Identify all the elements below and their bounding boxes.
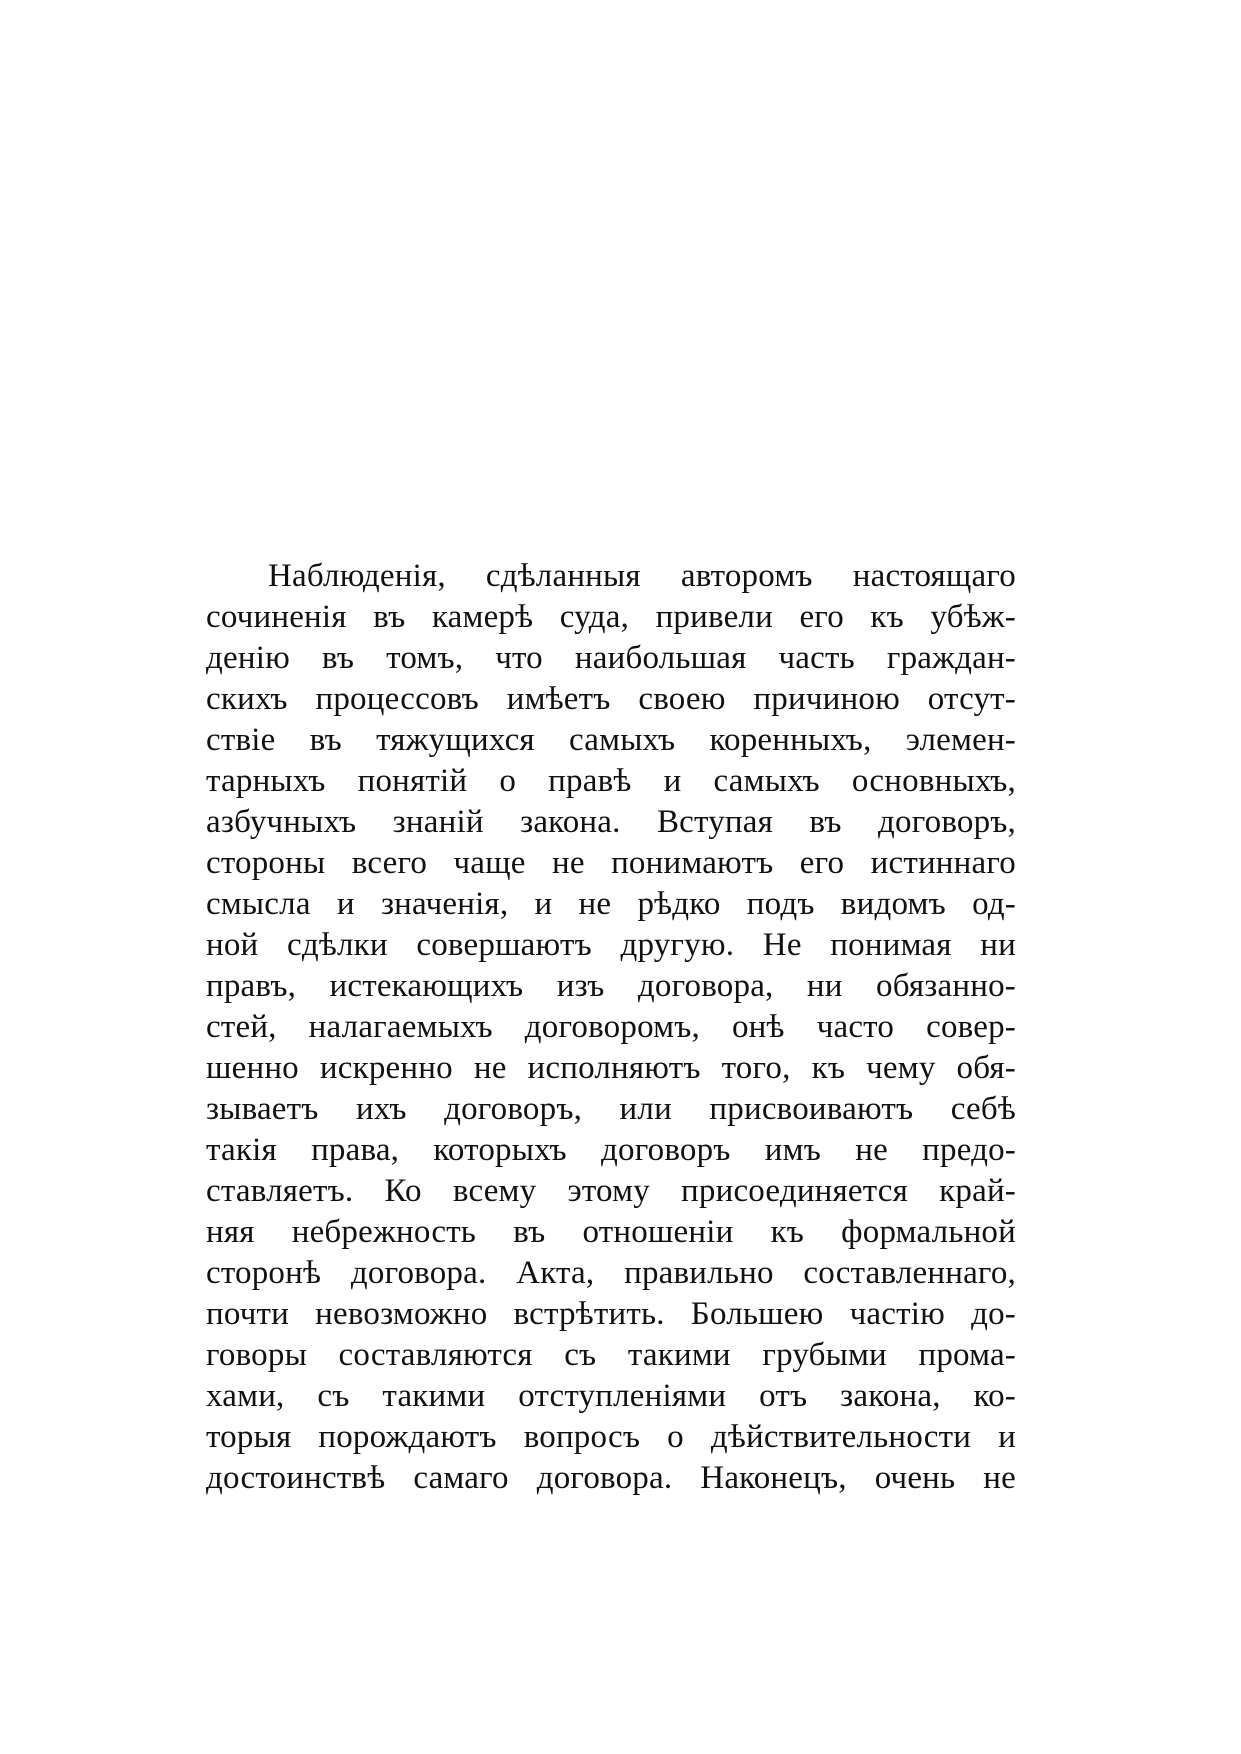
text-line: правъ, истекающихъ изъ договора, ни обязанно- xyxy=(206,968,1016,1004)
text-line: сторонѣ договора. Акта, правильно составленнаго, xyxy=(206,1255,1016,1291)
text-line: зываетъ ихъ договоръ, или присвоиваютъ себѣ xyxy=(206,1091,1016,1127)
text-line: торыя порождаютъ вопросъ о дѣйствительности и xyxy=(206,1419,1016,1455)
text-line: скихъ процессовъ имѣетъ своею причиною отсут- xyxy=(206,681,1016,717)
text-line: шенно искренно не исполняютъ того, къ чему обя- xyxy=(206,1050,1016,1086)
text-line: стороны всего чаще не понимаютъ его истиннаго xyxy=(206,845,1016,881)
text-line: говоры составляются съ такими грубыми прома- xyxy=(206,1337,1016,1373)
text-line: Наблюденія, сдѣланныя авторомъ настоящаго xyxy=(268,558,1016,594)
text-line: няя небрежность въ отношеніи къ формальной xyxy=(206,1214,1016,1250)
text-line: такія права, которыхъ договоръ имъ не предо- xyxy=(206,1132,1016,1168)
text-line: достоинствѣ самаго договора. Наконецъ, очень не xyxy=(206,1460,1016,1496)
text-line: азбучныхъ знаній закона. Вступая въ договоръ, xyxy=(206,804,1016,840)
text-line: стей, налагаемыхъ договоромъ, онѣ часто совер- xyxy=(206,1009,1016,1045)
text-line: хами, съ такими отступленіями отъ закона, ко- xyxy=(206,1378,1016,1414)
body-paragraph xyxy=(206,556,1016,1499)
text-line: ствіе въ тяжущихся самыхъ коренныхъ, элемен- xyxy=(206,722,1016,758)
text-line: почти невозможно встрѣтить. Большею частію до- xyxy=(206,1296,1016,1332)
text-line: тарныхъ понятій о правѣ и самыхъ основныхъ, xyxy=(206,763,1016,799)
text-line: денію въ томъ, что наибольшая часть граждан- xyxy=(206,640,1016,676)
text-line: ставляетъ. Ко всему этому присоединяется край- xyxy=(206,1173,1016,1209)
text-line: смысла и значенія, и не рѣдко подъ видомъ од- xyxy=(206,886,1016,922)
text-line: сочиненія въ камерѣ суда, привели его къ убѣж- xyxy=(206,599,1016,635)
text-line: ной сдѣлки совершаютъ другую. Не понимая ни xyxy=(206,927,1016,963)
